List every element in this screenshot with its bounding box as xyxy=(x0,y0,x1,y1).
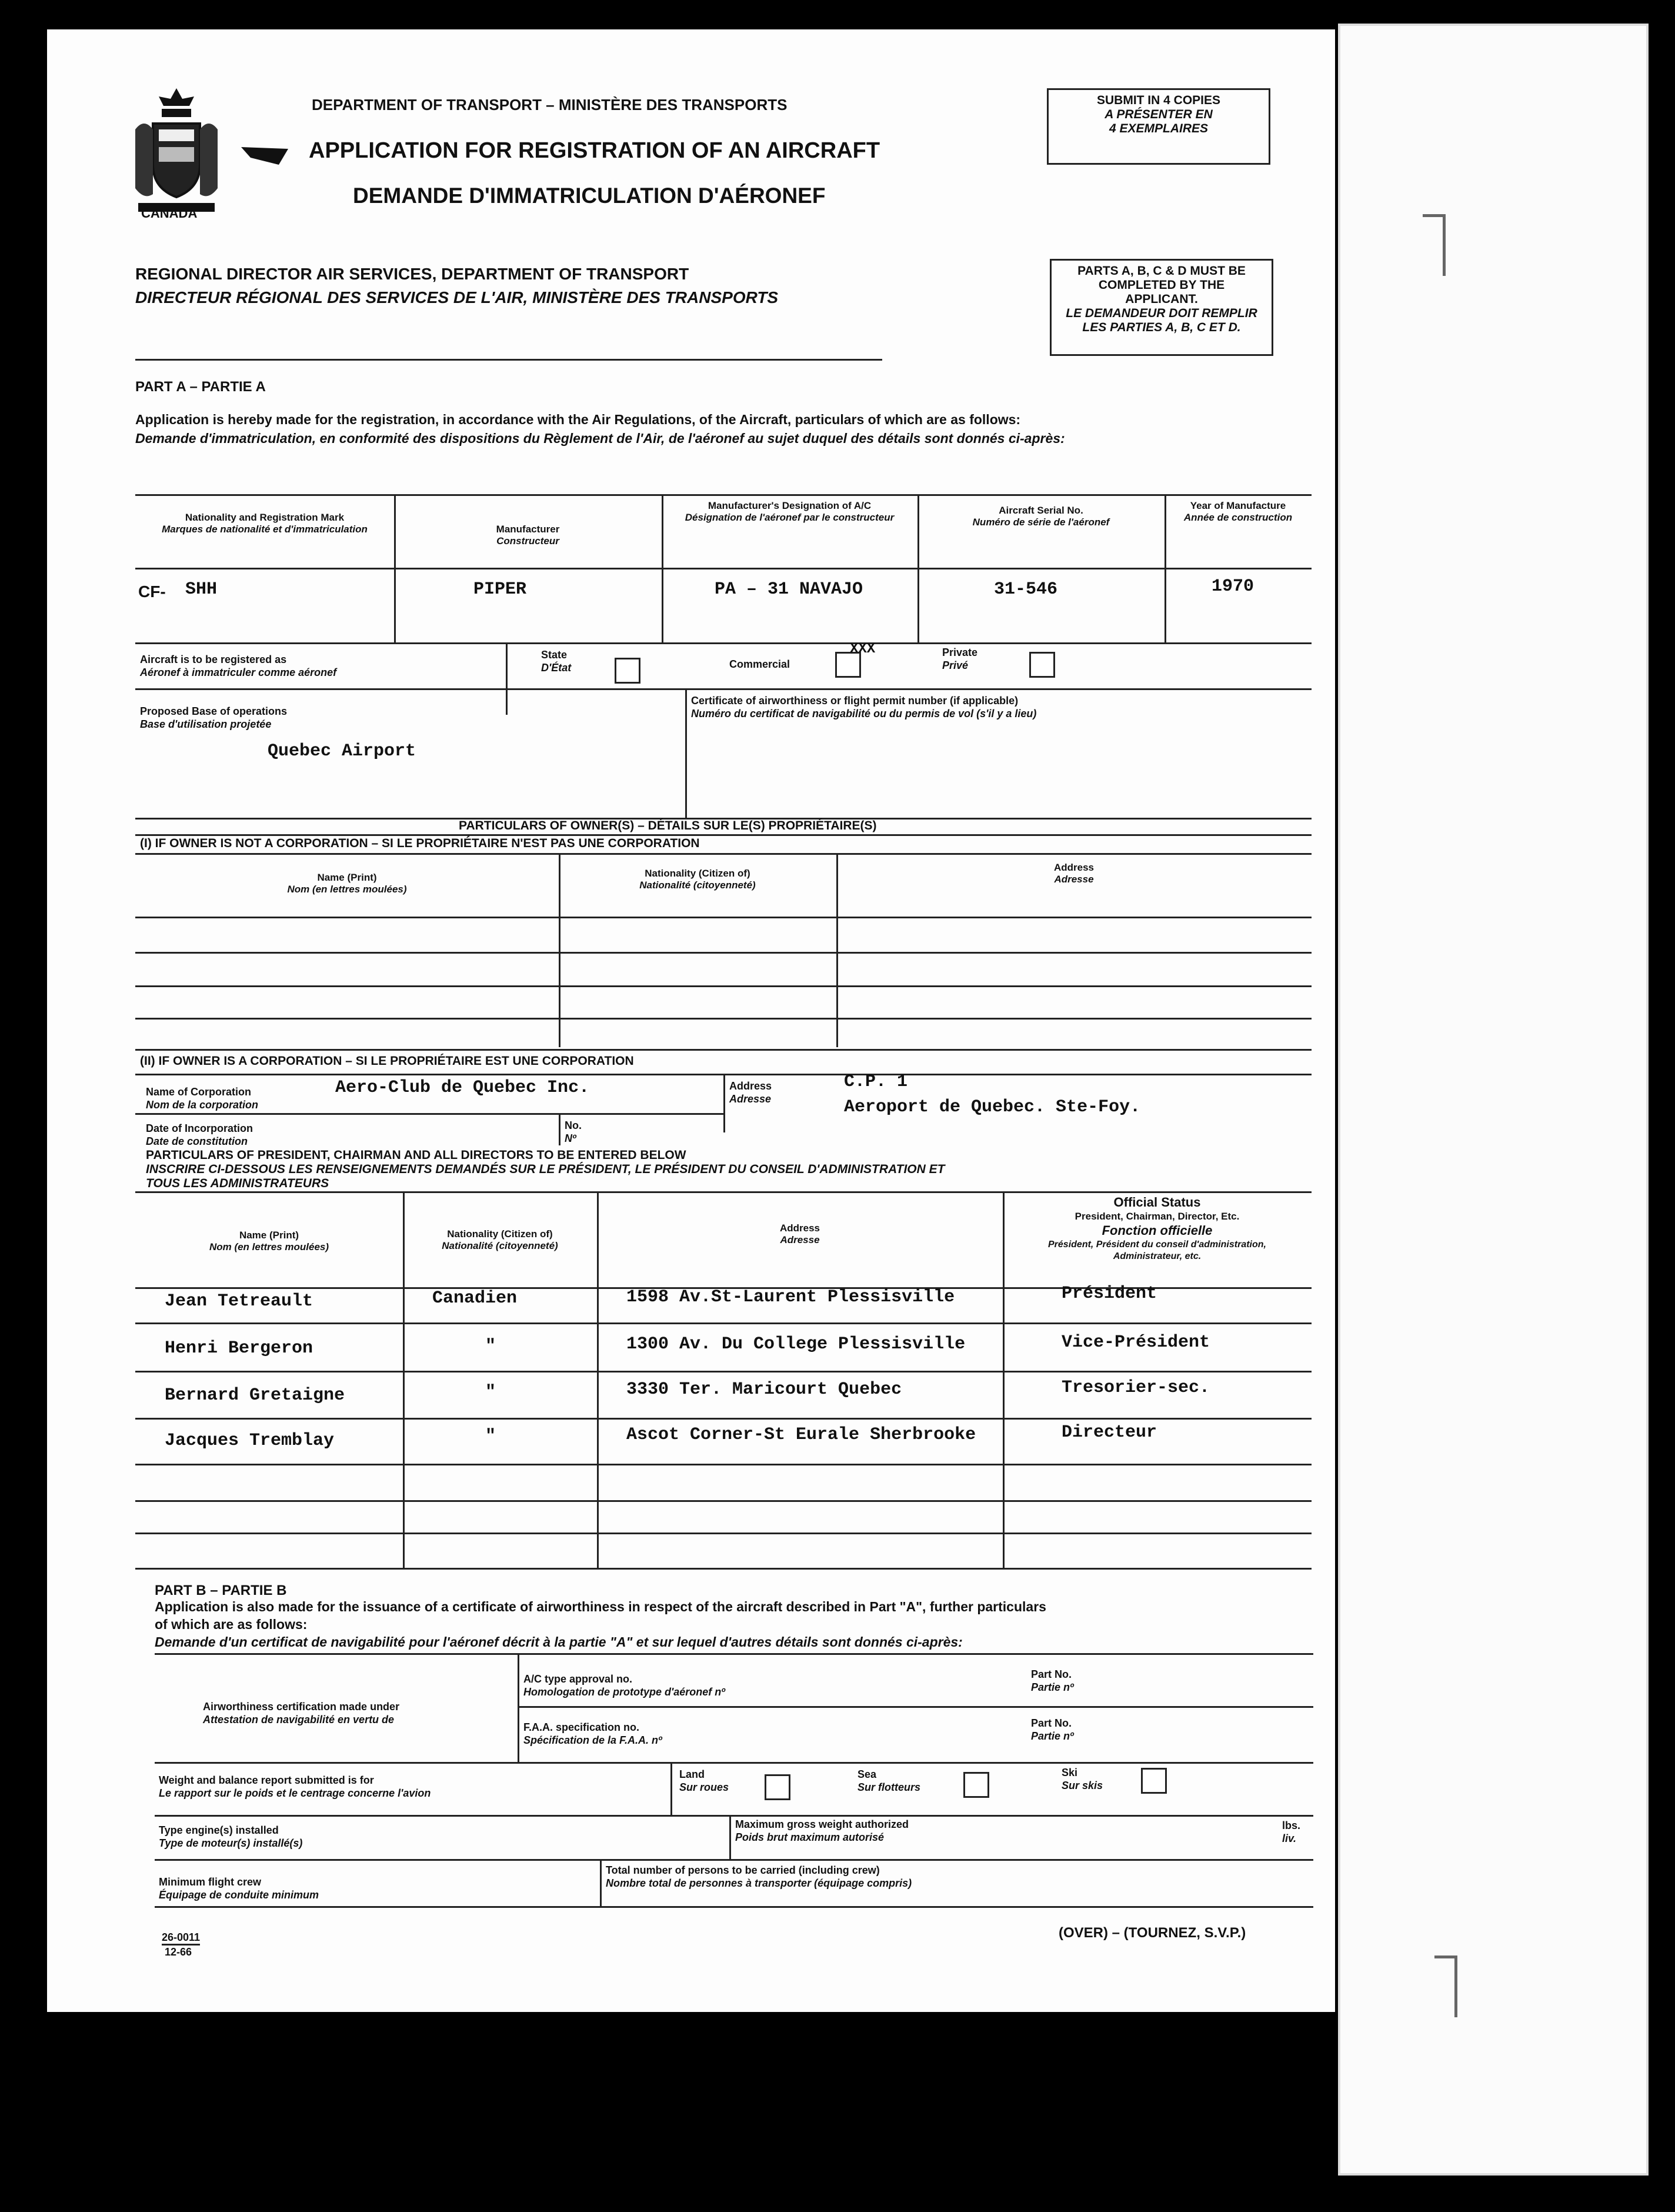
director-nationality-col: Nationality (Citizen of) Nationalité (citoyenneté) xyxy=(442,1228,558,1251)
directors-heading-2: INSCRIRE CI-DESSOUS LES RENSEIGNEMENTS DEMANDÉS SUR LE PRÉSIDENT, LE PRÉSIDENT DU CONSEIL D'ADMINISTRATION ET xyxy=(146,1162,945,1176)
faa-label: F.A.A. specification no. Spécification de la F.A.A. nº xyxy=(523,1721,662,1746)
director-3-status: Tresorier-sec. xyxy=(1062,1378,1210,1398)
part-a-intro-fr: Demande d'immatriculation, en conformité des dispositions du Règlement de l'Air, de l'aéronef au sujet duquel des détails sont donnés ci-après: xyxy=(135,431,1065,446)
part-b-intro-en-2: of which are as follows: xyxy=(155,1617,308,1632)
base-of-operations-label: Proposed Base of operations Base d'utilisation projetée xyxy=(140,705,288,730)
type-approval-part-no: Part No. Partie nº xyxy=(1031,1668,1074,1693)
sea-checkbox[interactable] xyxy=(963,1772,989,1798)
form-date: 12-66 xyxy=(165,1946,192,1958)
col-designation: Manufacturer's Designation of A/C Désignation de l'aéronef par le constructeur xyxy=(685,500,895,523)
part-b-intro-fr: Demande d'un certificat de navigabilité pour l'aéronef décrit à la partie "A" et sur lequel d'autres détails sont donnés ci-après: xyxy=(155,1634,963,1650)
director-2-status: Vice-Président xyxy=(1062,1332,1210,1352)
land-label: Land Sur roues xyxy=(679,1768,729,1793)
director-3-nationality: " xyxy=(485,1382,496,1403)
director-2-nationality: " xyxy=(485,1337,496,1357)
col-registration-mark: Nationality and Registration Mark Marques de nationalité et d'immatriculation xyxy=(162,512,368,535)
director-status-col: Official Status President, Chairman, Director, Etc. Fonction officielle Président, Président du conseil d'administration, Administrateur, etc. xyxy=(1048,1195,1266,1261)
corporation-name-value: Aero-Club de Quebec Inc. xyxy=(335,1078,590,1098)
director-1-address: 1598 Av.St-Laurent Plessisville xyxy=(626,1287,955,1307)
not-corporation-heading: (I) IF OWNER IS NOT A CORPORATION – SI LE PROPRIÉTAIRE N'EST PAS UNE CORPORATION xyxy=(140,837,700,850)
corporation-address-line2: Aeroport de Quebec. Ste-Foy. xyxy=(844,1097,1141,1117)
faa-part-no: Part No. Partie nº xyxy=(1031,1717,1074,1742)
part-a-intro-en: Application is hereby made for the registration, in accordance with the Air Regulations, of the Aircraft, particulars of which are as follows: xyxy=(135,412,1021,427)
weight-balance-label: Weight and balance report submitted is for Le rapport sur le poids et le centrage concerne l'avion xyxy=(159,1774,431,1799)
incorporation-number-label: No. Nº xyxy=(565,1120,582,1144)
commercial-label: Commercial xyxy=(729,658,790,670)
part-b-heading: PART B – PARTIE B xyxy=(155,1583,287,1598)
private-checkbox[interactable] xyxy=(1029,652,1055,678)
ink-mark xyxy=(241,147,288,165)
part-a-heading: PART A – PARTIE A xyxy=(135,379,266,395)
min-crew-label: Minimum flight crew Équipage de conduite minimum xyxy=(159,1876,319,1901)
commercial-typed-mark: XXX xyxy=(850,641,876,657)
corporation-address-label: Address Adresse xyxy=(729,1080,772,1105)
airworthiness-label: Airworthiness certification made under Attestation de navigabilité en vertu de xyxy=(203,1701,400,1725)
form-number: 26-0011 xyxy=(162,1931,200,1946)
corporation-address-line1: C.P. 1 xyxy=(844,1072,908,1092)
part-b-intro-en-1: Application is also made for the issuance of a certificate of airworthiness in respect of the aircraft described in Part "A", further particulars xyxy=(155,1599,1046,1614)
regional-director-fr: DIRECTEUR RÉGIONAL DES SERVICES DE L'AIR, MINISTÈRE DES TRANSPORTS xyxy=(135,288,779,307)
max-weight-label: Maximum gross weight authorized Poids brut maximum autorisé xyxy=(735,1818,909,1843)
state-label: State D'État xyxy=(541,649,572,674)
engine-label: Type engine(s) installed Type de moteur(s) installé(s) xyxy=(159,1824,303,1849)
incorporation-date-label: Date of Incorporation Date de constitution xyxy=(146,1122,253,1147)
sea-label: Sea Sur flotteurs xyxy=(857,1768,921,1793)
director-3-address: 3330 Ter. Maricourt Quebec xyxy=(626,1380,902,1400)
year-value: 1970 xyxy=(1212,577,1254,597)
type-approval-label: A/C type approval no. Homologation de prototype d'aéronef nº xyxy=(523,1673,725,1698)
regional-director-en: REGIONAL DIRECTOR AIR SERVICES, DEPARTMENT OF TRANSPORT xyxy=(135,265,689,283)
registered-as-label: Aircraft is to be registered as Aéronef à immatriculer comme aéronef xyxy=(140,654,337,678)
director-address-col: Address Adresse xyxy=(779,1222,820,1245)
ski-checkbox[interactable] xyxy=(1141,1768,1167,1794)
col-year: Year of Manufacture Année de construction xyxy=(1183,500,1293,523)
coat-of-arms-icon xyxy=(129,82,223,224)
col-serial: Aircraft Serial No. Numéro de série de l'aéronef xyxy=(972,505,1110,528)
corporation-heading: (II) IF OWNER IS A CORPORATION – SI LE PROPRIÉTAIRE EST UNE CORPORATION xyxy=(140,1054,634,1068)
form-title-fr: DEMANDE D'IMMATRICULATION D'AÉRONEF xyxy=(353,184,826,208)
director-4-nationality: " xyxy=(485,1427,496,1447)
background-sheet xyxy=(1338,24,1649,2176)
serial-value: 31-546 xyxy=(994,579,1058,599)
certificate-label: Certificate of airworthiness or flight permit number (if applicable) Numéro du certificat de navigabilité ou du permis de vol (s'il y a lieu) xyxy=(691,695,1037,719)
director-1-nationality: Canadien xyxy=(432,1288,518,1308)
director-4-address: Ascot Corner-St Eurale Sherbrooke xyxy=(626,1425,976,1445)
director-2-address: 1300 Av. Du College Plessisville xyxy=(626,1334,966,1354)
corner-mark xyxy=(1423,214,1446,276)
persons-label: Total number of persons to be carried (including crew) Nombre total de personnes à transporter (équipage compris) xyxy=(606,1864,912,1889)
over-note: (OVER) – (TOURNEZ, S.V.P.) xyxy=(1059,1925,1246,1941)
manufacturer-value: PIPER xyxy=(473,579,527,599)
state-checkbox[interactable] xyxy=(615,658,640,684)
directors-heading-1: PARTICULARS OF PRESIDENT, CHAIRMAN AND ALL DIRECTORS TO BE ENTERED BELOW xyxy=(146,1148,686,1162)
max-weight-unit: lbs. liv. xyxy=(1282,1820,1301,1844)
director-name-col: Name (Print) Nom (en lettres moulées) xyxy=(209,1230,329,1252)
corporation-name-label: Name of Corporation Nom de la corporation xyxy=(146,1086,259,1111)
form-page xyxy=(47,29,1335,2012)
owner-address-col: Address Adresse xyxy=(1053,862,1095,885)
designation-value: PA – 31 NAVAJO xyxy=(715,579,863,599)
parts-notice-box: PARTS A, B, C & D MUST BE COMPLETED BY THE APPLICANT. LE DEMANDEUR DOIT REMPLIR LES PARTIES A, B, C ET D. xyxy=(1050,259,1273,356)
corner-mark xyxy=(1434,1956,1457,2017)
director-3-name: Bernard Gretaigne xyxy=(165,1385,345,1405)
director-2-name: Henri Bergeron xyxy=(165,1338,313,1358)
owner-nationality-col: Nationality (Citizen of) Nationalité (citoyenneté) xyxy=(639,868,756,891)
department-title: DEPARTMENT OF TRANSPORT – MINISTÈRE DES TRANSPORTS xyxy=(312,96,788,114)
form-title-en: APPLICATION FOR REGISTRATION OF AN AIRCRAFT xyxy=(309,138,880,163)
mark-prefix: CF- xyxy=(138,582,166,601)
director-4-name: Jacques Tremblay xyxy=(165,1431,335,1451)
owners-heading: PARTICULARS OF OWNER(S) – DÉTAILS SUR LE(S) PROPRIÉTAIRE(S) xyxy=(459,819,877,832)
director-4-status: Directeur xyxy=(1062,1423,1157,1443)
registration-mark-value: SHH xyxy=(185,579,218,599)
country-label: CANADA xyxy=(141,206,198,221)
ski-label: Ski Sur skis xyxy=(1062,1767,1103,1791)
land-checkbox[interactable] xyxy=(765,1774,790,1800)
directors-heading-3: TOUS LES ADMINISTRATEURS xyxy=(146,1177,329,1190)
director-1-status: Président xyxy=(1062,1284,1157,1304)
owner-name-col: Name (Print) Nom (en lettres moulées) xyxy=(287,872,407,895)
director-1-name: Jean Tetreault xyxy=(165,1291,313,1311)
submit-copies-box: SUBMIT IN 4 COPIES A PRÉSENTER EN 4 EXEMPLAIRES xyxy=(1047,88,1270,165)
col-manufacturer: Manufacturer Constructeur xyxy=(496,524,560,547)
base-of-operations-value: Quebec Airport xyxy=(268,741,416,761)
private-label: Private Privé xyxy=(942,647,978,671)
